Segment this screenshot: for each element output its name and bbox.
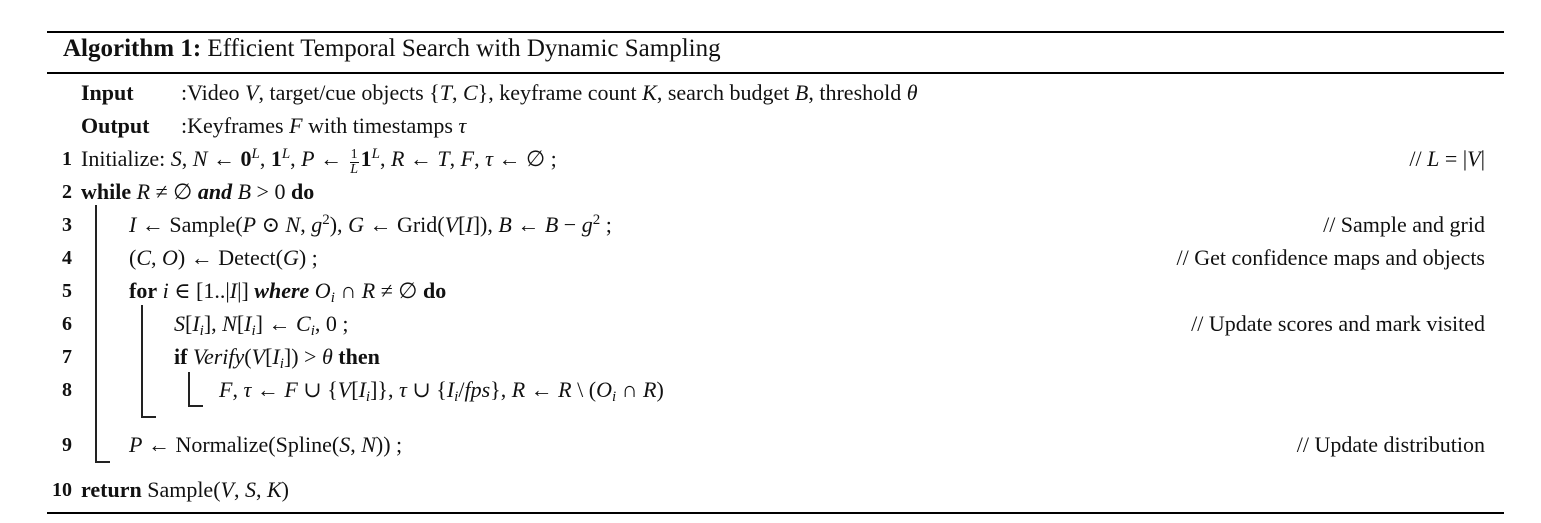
bottom-rule: [47, 512, 1504, 514]
line-number: 9: [62, 434, 72, 456]
output-text: :Keyframes F with timestamps τ: [181, 113, 467, 138]
output-label: Output: [81, 113, 150, 138]
line-code: F, τ ← F ∪ $\{V[I_i]\}$, τ ∪ $\{I_i/fps\}$, R ← R \ ($O_i$ ∩ R): [219, 377, 664, 405]
line-code: if $Verify(V[I_i]) > \theta$ then: [174, 344, 380, 372]
line-comment: // Sample and grid: [1323, 212, 1485, 237]
line-number: 1: [62, 148, 72, 170]
line-number: 5: [62, 280, 72, 302]
top-rule: [47, 31, 1504, 33]
algorithm-caption: [63, 35, 721, 63]
input-label: Input: [81, 80, 134, 105]
for-block-end: [141, 416, 156, 418]
while-block-bar: [95, 205, 97, 462]
input-text: :Video V, target/cue objects {T, C}, keyframe count K, search budget B, threshold θ: [181, 80, 918, 105]
line-number: 4: [62, 247, 72, 269]
line-code: (C, O) ← Detect(G) ;: [129, 245, 318, 270]
line-code: $S[I_i]$, $N[I_i]$ ← $C_i$, 0 ;: [174, 311, 349, 339]
caption-title: Efficient Temporal Search with Dynamic Sampling: [207, 35, 721, 62]
while-block-end: [95, 461, 110, 463]
if-block-end: [188, 405, 203, 407]
line-number: 8: [62, 379, 72, 401]
caption-rule: [47, 72, 1504, 74]
line-code: Initialize: S, N ← $0^L$, $1^L$, P ← $\frac{1}{L}$ $1^L$, R ← T, F, τ ← ∅ ;: [81, 146, 557, 177]
line-number: 7: [62, 346, 72, 368]
line-code: P ← Normalize(Spline(S, N)) ;: [129, 432, 403, 457]
line-code: I ← Sample(P ⊙ N, $g^2$), G ← Grid(V[I]), B ← $B - g^2$ ;: [129, 212, 612, 237]
if-block-bar: [188, 372, 190, 406]
line-comment: // Update scores and mark visited: [1191, 311, 1485, 336]
line-number: 10: [52, 479, 72, 501]
line-comment: // L = |V|: [1409, 146, 1485, 171]
line-code: for i ∈ [1..|I|] where $O_i$ ∩ R ≠ ∅ do: [129, 278, 447, 306]
line-comment: // Get confidence maps and objects: [1176, 245, 1485, 270]
line-code: while R ≠ ∅ and B > 0 do: [81, 179, 315, 204]
line-number: 6: [62, 313, 72, 335]
line-comment: // Update distribution: [1296, 432, 1485, 457]
line-number: 2: [62, 181, 72, 203]
line-number: 3: [62, 214, 72, 236]
line-code: return Sample(V, S, K): [81, 477, 289, 502]
for-block-bar: [141, 305, 143, 417]
caption-label: Algorithm 1:: [63, 35, 202, 62]
